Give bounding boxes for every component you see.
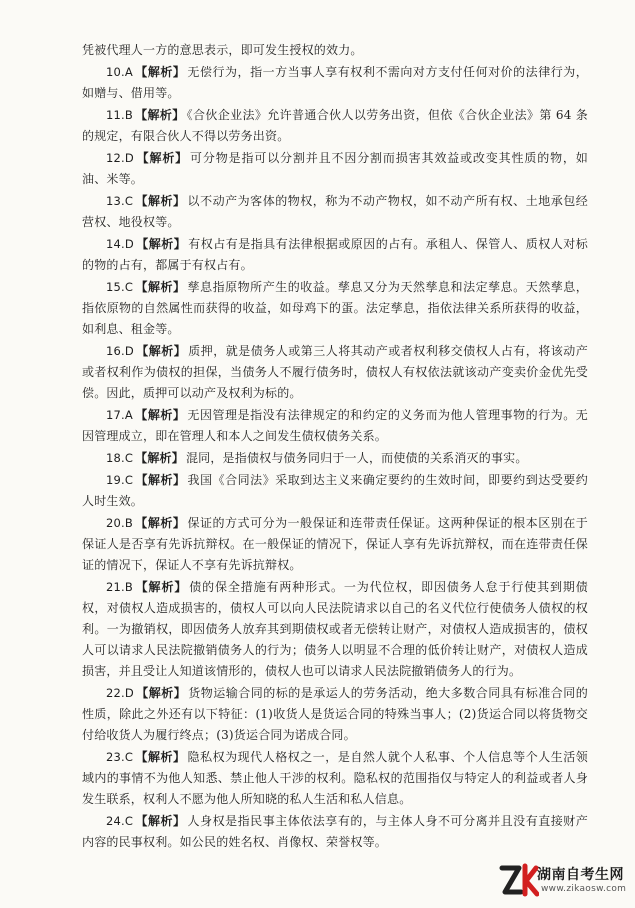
answer-14	[82, 234, 588, 276]
answer-number: 10.A	[106, 65, 133, 79]
analysis-tag: 【解析】	[135, 280, 186, 294]
answer-17	[82, 405, 588, 447]
answer-number: 15.C	[106, 280, 134, 294]
watermark-url: www.zikaosw.com	[541, 884, 627, 894]
site-watermark	[499, 860, 627, 900]
answer-number: 23.C	[106, 750, 134, 764]
analysis-tag: 【解析】	[135, 194, 186, 208]
answer-16	[82, 341, 588, 404]
answer-number: 17.A	[106, 408, 133, 422]
answer-text: 可分物是指可以分割并且不因分割而损害其效益或改变其性质的物，如油、米等。	[82, 151, 588, 186]
answer-text: 人身权是指民事主体依法享有的，与主体人身不可分离并且没有直接财产内容的民事权利。如公民的姓名权、肖像权、荣誉权等。	[82, 814, 588, 849]
answer-13	[82, 191, 588, 233]
answer-12	[82, 148, 588, 190]
analysis-tag: 【解析】	[135, 750, 186, 764]
answer-number: 13.C	[106, 194, 134, 208]
answer-text: 无因管理是指没有法律规定的和约定的义务而为他人管理事物的行为。无因管理成立，即在管理人和本人之间发生债权债务关系。	[82, 408, 588, 443]
answer-text: 《合伙企业法》允许普通合伙人以劳务出资，但依《合伙企业法》第 64 条的规定，有限合伙人不得以劳务出资。	[82, 108, 588, 143]
answer-text: 孳息指原物所产生的收益。孳息又分为天然孳息和法定孳息。天然孳息，指依原物的自然属性而获得的收益，如母鸡下的蛋。法定孳息，指依法律关系所获得的收益，如利息、租金等。	[82, 280, 588, 336]
answer-number: 19.C	[106, 473, 134, 487]
zk-logo-icon	[499, 862, 539, 898]
answer-22	[82, 683, 588, 746]
analysis-tag: 【解析】	[135, 151, 189, 165]
answer-number: 14.D	[106, 237, 134, 251]
answer-24	[82, 811, 588, 853]
answer-number: 12.D	[106, 151, 134, 165]
answer-23	[82, 747, 588, 810]
analysis-tag: 【解析】	[135, 344, 187, 358]
answer-explanations	[82, 40, 588, 854]
analysis-tag: 【解析】	[135, 237, 187, 251]
answer-text: 无偿行为，指一方当事人享有权利不需向对方支付任何对价的法律行为，如赠与、借用等。	[82, 65, 588, 100]
answer-number: 21.B	[106, 580, 133, 594]
analysis-tag: 【解析】	[135, 473, 186, 487]
answer-text: 保证的方式可分为一般保证和连带责任保证。这两种保证的根本区别在于保证人是否享有先诉抗辩权。在一般保证的情况下，保证人享有先诉抗辩权，而在连带责任保证的情况下，保证人不享有先诉抗辩权。	[82, 516, 588, 572]
answer-19	[82, 470, 588, 512]
answer-text: 质押，就是债务人或第三人将其动产或者权利移交债权人占有，将该动产或者权利作为债权的担保，当债务人不履行债务时，债权人有权依法就该动产变卖价金优先受偿。因此，质押可以动产及权利为标的。	[82, 344, 588, 400]
answer-18	[82, 448, 588, 469]
answer-10	[82, 62, 588, 104]
answer-number: 18.C	[106, 451, 134, 465]
answer-text: 以不动产为客体的物权，称为不动产物权，如不动产所有权、土地承包经营权、地役权等。	[82, 194, 588, 229]
answer-21	[82, 577, 588, 682]
watermark-title: 湖南自考生网	[537, 867, 624, 883]
analysis-tag: 【解析】	[134, 108, 185, 122]
answer-text: 货物运输合同的标的是承运人的劳务活动，绝大多数合同具有标准合同的性质，除此之外还有以下特征：(1)收货人是货运合同的特殊当事人；(2)货运合同以将货物交付给收货人为履行终点；(3)货运合同为诺成合同。	[82, 686, 588, 742]
analysis-tag: 【解析】	[134, 65, 186, 79]
answer-text: 我国《合同法》采取到达主义来确定要约的生效时间，即要约到达受要约人时生效。	[82, 473, 588, 508]
answer-20	[82, 513, 588, 576]
answer-number: 11.B	[106, 108, 133, 122]
paragraph-continuation: 凭被代理人一方的意思表示，即可发生授权的效力。	[82, 43, 363, 57]
answer-number: 24.C	[106, 814, 134, 828]
answer-number: 22.D	[106, 686, 134, 700]
answer-number: 16.D	[106, 344, 134, 358]
answer-number: 20.B	[106, 516, 133, 530]
analysis-tag: 【解析】	[135, 686, 187, 700]
analysis-tag: 【解析】	[135, 814, 186, 828]
answer-15	[82, 277, 588, 340]
answer-text: 有权占有是指具有法律根据或原因的占有。承租人、保管人、质权人对标的物的占有，都属于有权占有。	[82, 237, 588, 272]
analysis-tag: 【解析】	[134, 580, 188, 594]
answer-text: 混同，是指债权与债务同归于一人，而使债的关系消灭的事实。	[185, 451, 528, 465]
answer-text: 隐私权为现代人格权之一，是自然人就个人私事、个人信息等个人生活领域内的事情不为他人知悉、禁止他人干涉的权利。隐私权的范围指仅与特定人的利益或者人身发生联系，权利人不愿为他人所知晓的私人生活和私人信息。	[82, 750, 588, 806]
answer-11	[82, 105, 588, 147]
answer-text: 债的保全措施有两种形式。一为代位权，即因债务人怠于行使其到期债权，对债权人造成损害的，债权人可以向人民法院请求以自己的名义代位行使债务人债权的权利。一为撤销权，即因债务人放弃其到期债权或者无偿转让财产，对债权人造成损害的，债权人可以请求人民法院撤销债务人的行为；债务人以明显不合理的低价转让财产，对债权人造成损害，并且受让人知道该情形的，债权人也可以请求人民法院撤销债务人的行为。	[82, 580, 588, 678]
analysis-tag: 【解析】	[135, 451, 184, 465]
analysis-tag: 【解析】	[134, 408, 186, 422]
analysis-tag: 【解析】	[134, 516, 186, 530]
